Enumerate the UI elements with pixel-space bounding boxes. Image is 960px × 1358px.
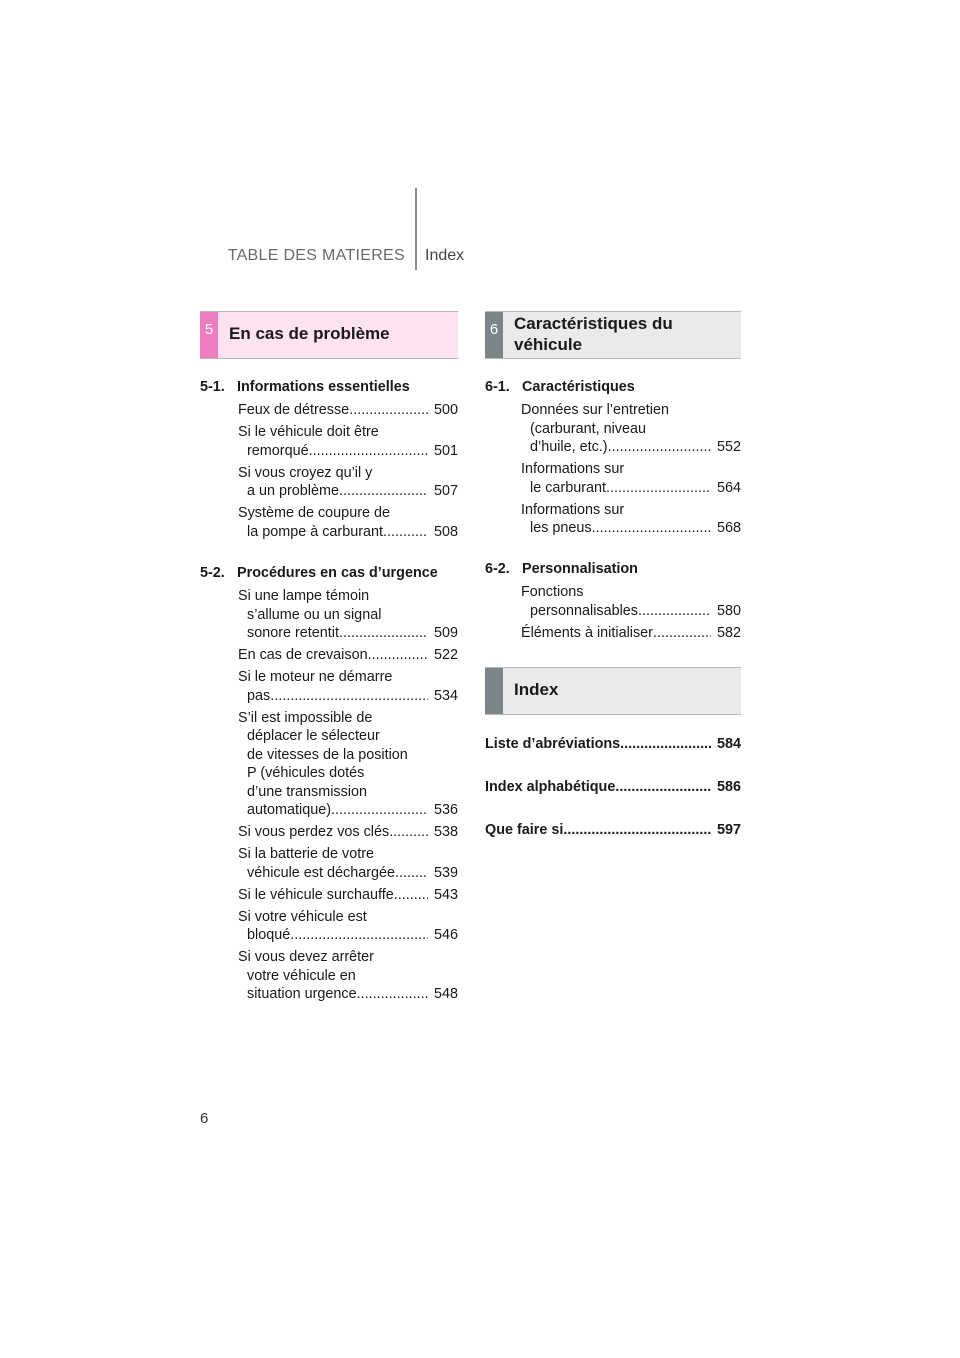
toc-entry-line: Si vous perdez vos clés [238,824,390,840]
toc-entry[interactable] [238,464,458,501]
index-section-title: Index [514,680,559,699]
index-section-tab [485,668,503,714]
section-6-title-line1: Caractéristiques du [514,314,673,333]
toc-entry[interactable] [238,845,458,882]
toc-entry-line: déplacer le sélecteur [247,728,380,744]
dot-leader [290,926,428,945]
index-section-header [485,667,741,715]
toc-entry[interactable] [521,583,741,620]
index-header-label: Index [425,247,465,264]
toc-entry-line: Si vous croyez qu’il y [238,464,373,481]
toc-entry-line: Si votre véhicule est [238,908,367,925]
toc-entry-line: Si le moteur ne démarre [238,669,393,685]
dot-leader [592,519,711,538]
toc-entry-line: bloqué [247,927,291,943]
dot-leader [389,823,428,842]
toc-entry-line: automatique) [247,802,331,818]
section-5-column [200,311,458,1031]
toc-entry-line: Feux de détresse [238,402,350,418]
dot-leader [615,778,711,797]
index-entry[interactable] [485,821,741,840]
chapter-6-1 [485,378,635,397]
dot-leader [606,479,711,498]
toc-entry-page: 536 [433,802,458,818]
dot-leader [331,801,428,820]
toc-entry-line: Si le véhicule surchauffe [238,886,394,903]
toc-entry-page: 582 [716,624,741,641]
toc-entry-line: s’allume ou un signal [247,606,382,623]
toc-entry-line: Si la batterie de votre [238,846,374,862]
index-entry[interactable] [485,778,741,797]
dot-leader [394,886,428,905]
section-5-header [200,311,458,359]
dot-leader [339,482,428,501]
dot-leader [383,523,428,542]
toc-entry[interactable] [238,886,458,905]
toc-entry-line: d’une transmission [247,783,367,800]
dot-leader [653,624,711,643]
toc-entry[interactable] [238,823,458,842]
toc-entry-line: la pompe à carburant [247,523,383,540]
index-entry-page: 584 [716,736,741,752]
chapter-number: 5-2. [200,565,225,581]
chapter-6-2 [485,560,638,579]
toc-entry-line: P (véhicules dotés [247,765,365,781]
index-entry[interactable] [485,735,741,754]
chapter-title: Personnalisation [522,561,638,577]
toc-entry[interactable] [238,948,458,1004]
toc-entry-page: 580 [716,602,741,619]
toc-entry-page: 507 [433,483,458,499]
toc-entry-page: 552 [716,439,741,455]
toc-entry[interactable] [238,668,458,705]
chapter-number: 5-1. [200,379,225,395]
toc-entry[interactable] [238,587,458,643]
toc-entry-page: 564 [716,479,741,496]
chapter-title: Procédures en cas d’urgence [237,565,438,581]
toc-entry-line: d’huile, etc.) [530,439,608,455]
section-5-title: En cas de problème [229,324,390,343]
page-header [0,0,960,280]
chapter-number: 6-1. [485,379,510,395]
dot-leader [351,624,428,643]
chapter-title: Caractéristiques [522,379,635,395]
index-entry-label: Index alphabétique [485,779,616,795]
toc-entry[interactable] [238,423,458,460]
section-6-title [514,313,673,355]
dot-leader [638,602,711,621]
toc-entry-page: 509 [433,625,458,641]
toc-entry-page: 539 [433,864,458,881]
toc-entry-line: le carburant [530,479,606,496]
toc-entry[interactable] [521,624,741,643]
chapter-title: Informations essentielles [237,379,410,395]
section-6-column [485,311,741,851]
dot-leader [270,687,428,706]
dot-leader [608,438,711,457]
page-number: 6 [200,1110,209,1127]
index-entry-page: 586 [716,779,741,795]
toc-entry-line: S’il est impossible de [238,709,373,726]
toc-entry-page: 500 [433,402,458,418]
toc-entry-page: 546 [433,927,458,943]
toc-entry[interactable] [521,460,741,497]
toc-entry-line: Informations sur [521,501,625,518]
toc-header-label: TABLE DES MATIERES [227,247,405,264]
dot-leader [620,735,711,754]
toc-entry-line: les pneus [530,520,592,536]
toc-entry-line: Si une lampe témoin [238,588,370,604]
index-entry-page: 597 [716,822,741,838]
toc-entry[interactable] [238,908,458,945]
toc-entry[interactable] [238,709,458,820]
toc-entry-line: remorqué [247,442,309,459]
toc-entry-page: 501 [433,442,458,459]
toc-entry-line: Système de coupure de [238,505,390,521]
toc-entry-line: personnalisables [530,602,639,619]
toc-entry-page: 543 [433,886,458,903]
toc-entry-line: véhicule est déchargée [247,864,396,881]
index-entry-label: Liste d’abréviations [485,736,621,752]
toc-entry-line: Données sur l’entretien [521,402,669,418]
header-divider [415,188,417,270]
toc-entry-page: 534 [433,687,458,704]
toc-entry[interactable] [521,401,741,457]
toc-entry-line: sonore retentit... [247,625,351,641]
toc-entry[interactable] [238,504,458,541]
dot-leader [349,401,428,420]
chapter-number: 6-2. [485,561,510,577]
toc-entry[interactable] [238,401,458,420]
toc-entry-line: Si vous devez arrêter [238,949,374,965]
toc-entry-page: 568 [716,520,741,536]
toc-entry-page: 538 [433,824,458,840]
section-6-tab: 6 [485,312,503,358]
toc-entry-line: de vitesses de la position [247,746,408,763]
dot-leader [368,646,428,665]
toc-entry-line: Informations sur [521,461,625,477]
toc-entry-line: a un problème [247,483,340,499]
toc-entry[interactable] [238,646,458,665]
section-6-title-line2: véhicule [514,335,583,354]
toc-entry-line: Si le véhicule doit être [238,424,379,440]
toc-entry-page: 548 [433,986,458,1002]
dot-leader [395,864,428,883]
dot-leader [575,821,711,840]
dot-leader [309,442,428,461]
toc-entry-line: Éléments à initialiser [521,624,653,641]
toc-entry-page: 508 [433,523,458,540]
index-entry-label: Que faire si... [485,822,576,838]
toc-entry-line: situation urgence [247,986,357,1002]
toc-entry-line: pas [247,687,271,704]
toc-entry-line: (carburant, niveau [530,420,646,437]
toc-entry-line: En cas de crevaison [238,647,368,663]
toc-entry-line: Fonctions [521,584,584,600]
section-5-tab: 5 [200,312,218,358]
section-6-header [485,311,741,359]
chapter-5-2 [200,564,438,583]
toc-entry-page: 522 [433,647,458,663]
dot-leader [357,985,428,1004]
toc-entry-line: votre véhicule en [247,967,356,984]
toc-entry[interactable] [521,501,741,538]
chapter-5-1 [200,378,410,397]
